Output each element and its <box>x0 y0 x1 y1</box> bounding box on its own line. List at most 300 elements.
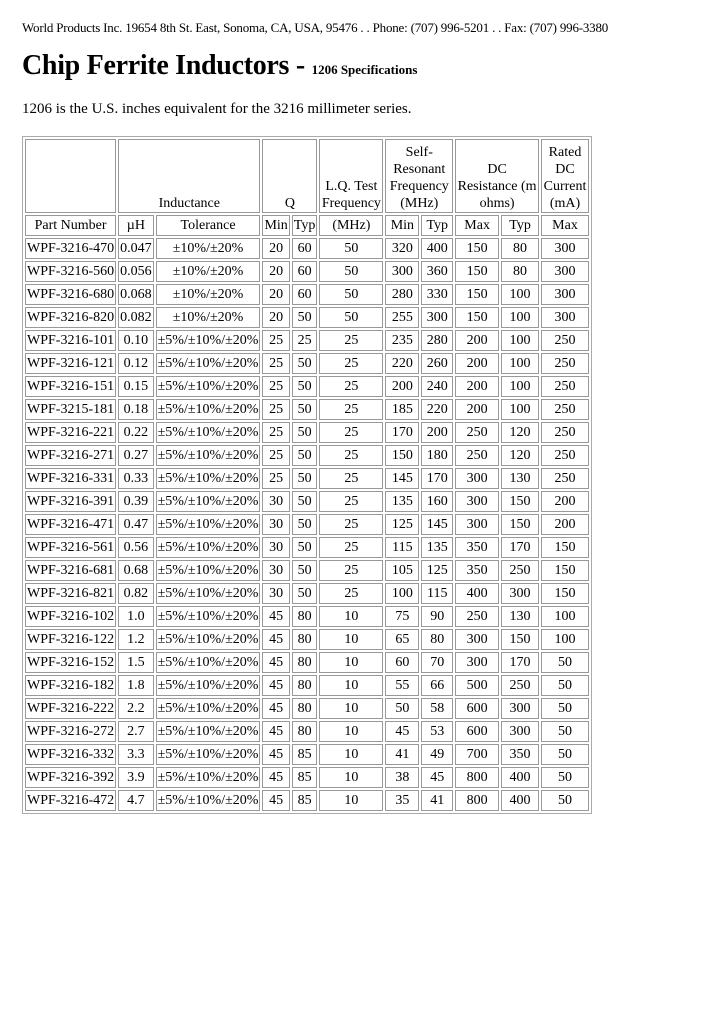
cell-srf-min: 200 <box>385 376 419 397</box>
cell-srf-typ: 70 <box>421 652 453 673</box>
cell-lq-test-frequency: 50 <box>319 261 383 282</box>
cell-dcr-max: 300 <box>455 652 499 673</box>
cell-dcr-max: 200 <box>455 330 499 351</box>
cell-dcr-typ: 80 <box>501 238 539 259</box>
cell-inductance-uh: 0.27 <box>118 445 154 466</box>
cell-dcr-typ: 250 <box>501 675 539 696</box>
cell-q-typ: 50 <box>292 514 318 535</box>
cell-srf-min: 35 <box>385 790 419 811</box>
cell-q-min: 45 <box>262 606 289 627</box>
cell-q-typ: 50 <box>292 422 318 443</box>
cell-q-min: 25 <box>262 376 289 397</box>
cell-srf-min: 300 <box>385 261 419 282</box>
cell-tolerance: ±5%/±10%/±20% <box>156 491 261 512</box>
cell-tolerance: ±5%/±10%/±20% <box>156 445 261 466</box>
cell-srf-typ: 240 <box>421 376 453 397</box>
cell-dcr-max: 150 <box>455 307 499 328</box>
cell-tolerance: ±5%/±10%/±20% <box>156 675 261 696</box>
cell-q-min: 30 <box>262 514 289 535</box>
cell-dcr-max: 600 <box>455 698 499 719</box>
cell-part-number: WPF-3216-680 <box>25 284 116 305</box>
cell-part-number: WPF-3216-221 <box>25 422 116 443</box>
table-row <box>25 790 589 811</box>
cell-part-number: WPF-3216-331 <box>25 468 116 489</box>
cell-lq-test-frequency: 25 <box>319 560 383 581</box>
table-row <box>25 238 589 259</box>
cell-q-min: 45 <box>262 767 289 788</box>
header-current-max: Max <box>541 215 589 236</box>
cell-dcr-max: 400 <box>455 583 499 604</box>
cell-dcr-max: 600 <box>455 721 499 742</box>
header-srf-typ: Typ <box>421 215 453 236</box>
cell-lq-test-frequency: 25 <box>319 491 383 512</box>
cell-q-typ: 80 <box>292 652 318 673</box>
cell-rated-current-max: 300 <box>541 284 589 305</box>
cell-srf-typ: 160 <box>421 491 453 512</box>
cell-inductance-uh: 1.5 <box>118 652 154 673</box>
spec-table <box>22 136 592 814</box>
cell-srf-typ: 49 <box>421 744 453 765</box>
table-row <box>25 330 589 351</box>
cell-inductance-uh: 2.7 <box>118 721 154 742</box>
cell-dcr-typ: 80 <box>501 261 539 282</box>
header-q: Q <box>262 139 317 213</box>
cell-q-min: 25 <box>262 399 289 420</box>
cell-q-min: 45 <box>262 675 289 696</box>
cell-part-number: WPF-3216-102 <box>25 606 116 627</box>
cell-inductance-uh: 0.56 <box>118 537 154 558</box>
cell-q-typ: 85 <box>292 767 318 788</box>
cell-dcr-max: 300 <box>455 629 499 650</box>
cell-inductance-uh: 0.047 <box>118 238 154 259</box>
cell-srf-min: 60 <box>385 652 419 673</box>
cell-part-number: WPF-3216-560 <box>25 261 116 282</box>
cell-dcr-typ: 150 <box>501 629 539 650</box>
cell-q-typ: 60 <box>292 238 318 259</box>
cell-q-min: 25 <box>262 422 289 443</box>
cell-rated-current-max: 50 <box>541 652 589 673</box>
cell-srf-min: 55 <box>385 675 419 696</box>
cell-part-number: WPF-3216-101 <box>25 330 116 351</box>
cell-tolerance: ±5%/±10%/±20% <box>156 606 261 627</box>
cell-part-number: WPF-3215-181 <box>25 399 116 420</box>
cell-tolerance: ±5%/±10%/±20% <box>156 376 261 397</box>
cell-lq-test-frequency: 25 <box>319 399 383 420</box>
table-body <box>25 238 589 811</box>
cell-rated-current-max: 50 <box>541 675 589 696</box>
cell-lq-test-frequency: 25 <box>319 468 383 489</box>
cell-tolerance: ±5%/±10%/±20% <box>156 698 261 719</box>
cell-tolerance: ±10%/±20% <box>156 284 261 305</box>
cell-part-number: WPF-3216-272 <box>25 721 116 742</box>
cell-dcr-max: 250 <box>455 422 499 443</box>
cell-rated-current-max: 50 <box>541 767 589 788</box>
cell-part-number: WPF-3216-151 <box>25 376 116 397</box>
cell-part-number: WPF-3216-222 <box>25 698 116 719</box>
cell-dcr-max: 500 <box>455 675 499 696</box>
cell-dcr-max: 300 <box>455 491 499 512</box>
cell-dcr-typ: 100 <box>501 399 539 420</box>
cell-srf-typ: 90 <box>421 606 453 627</box>
table-row <box>25 537 589 558</box>
header-lq-test-frequency: L.Q. Test Frequency <box>319 139 383 213</box>
header-rated-dc-current: Rated DC Current (mA) <box>541 139 589 213</box>
cell-lq-test-frequency: 10 <box>319 744 383 765</box>
cell-dcr-max: 200 <box>455 353 499 374</box>
cell-tolerance: ±5%/±10%/±20% <box>156 721 261 742</box>
cell-q-typ: 50 <box>292 353 318 374</box>
cell-lq-test-frequency: 50 <box>319 307 383 328</box>
cell-inductance-uh: 0.18 <box>118 399 154 420</box>
cell-dcr-max: 300 <box>455 468 499 489</box>
cell-q-min: 45 <box>262 629 289 650</box>
cell-rated-current-max: 50 <box>541 790 589 811</box>
cell-lq-test-frequency: 10 <box>319 790 383 811</box>
cell-lq-test-frequency: 25 <box>319 537 383 558</box>
cell-inductance-uh: 0.47 <box>118 514 154 535</box>
header-q-min: Min <box>262 215 289 236</box>
cell-tolerance: ±5%/±10%/±20% <box>156 353 261 374</box>
cell-dcr-typ: 130 <box>501 468 539 489</box>
cell-srf-min: 235 <box>385 330 419 351</box>
cell-srf-min: 125 <box>385 514 419 535</box>
cell-dcr-max: 350 <box>455 560 499 581</box>
table-row <box>25 491 589 512</box>
table-row <box>25 698 589 719</box>
table-group-header-row <box>25 139 589 213</box>
cell-tolerance: ±5%/±10%/±20% <box>156 422 261 443</box>
cell-srf-min: 220 <box>385 353 419 374</box>
table-row <box>25 284 589 305</box>
cell-inductance-uh: 0.10 <box>118 330 154 351</box>
cell-dcr-typ: 120 <box>501 445 539 466</box>
cell-q-typ: 60 <box>292 261 318 282</box>
cell-srf-typ: 180 <box>421 445 453 466</box>
cell-part-number: WPF-3216-152 <box>25 652 116 673</box>
cell-q-min: 30 <box>262 491 289 512</box>
cell-lq-test-frequency: 50 <box>319 284 383 305</box>
table-row <box>25 675 589 696</box>
cell-part-number: WPF-3216-471 <box>25 514 116 535</box>
cell-dcr-typ: 400 <box>501 767 539 788</box>
cell-srf-typ: 280 <box>421 330 453 351</box>
cell-srf-typ: 41 <box>421 790 453 811</box>
header-uh: µH <box>118 215 154 236</box>
cell-dcr-typ: 300 <box>501 698 539 719</box>
cell-lq-test-frequency: 10 <box>319 675 383 696</box>
cell-lq-test-frequency: 10 <box>319 698 383 719</box>
cell-dcr-max: 250 <box>455 445 499 466</box>
cell-tolerance: ±10%/±20% <box>156 261 261 282</box>
header-part-number: Part Number <box>25 215 116 236</box>
cell-rated-current-max: 50 <box>541 744 589 765</box>
header-dcr-typ: Typ <box>501 215 539 236</box>
cell-dcr-typ: 130 <box>501 606 539 627</box>
cell-dcr-typ: 100 <box>501 353 539 374</box>
cell-srf-min: 65 <box>385 629 419 650</box>
cell-rated-current-max: 200 <box>541 491 589 512</box>
table-row <box>25 560 589 581</box>
cell-dcr-max: 200 <box>455 399 499 420</box>
cell-tolerance: ±5%/±10%/±20% <box>156 652 261 673</box>
cell-srf-typ: 300 <box>421 307 453 328</box>
cell-part-number: WPF-3216-470 <box>25 238 116 259</box>
cell-lq-test-frequency: 25 <box>319 422 383 443</box>
cell-dcr-typ: 300 <box>501 721 539 742</box>
cell-rated-current-max: 250 <box>541 376 589 397</box>
cell-inductance-uh: 0.056 <box>118 261 154 282</box>
cell-srf-min: 115 <box>385 537 419 558</box>
cell-srf-min: 170 <box>385 422 419 443</box>
cell-q-min: 30 <box>262 583 289 604</box>
table-row <box>25 652 589 673</box>
cell-part-number: WPF-3216-121 <box>25 353 116 374</box>
header-self-resonant-frequency: Self-Resonant Frequency (MHz) <box>385 139 453 213</box>
cell-inductance-uh: 1.8 <box>118 675 154 696</box>
table-row <box>25 376 589 397</box>
cell-q-typ: 80 <box>292 698 318 719</box>
cell-inductance-uh: 0.12 <box>118 353 154 374</box>
table-row <box>25 583 589 604</box>
cell-rated-current-max: 150 <box>541 583 589 604</box>
cell-q-typ: 50 <box>292 583 318 604</box>
cell-lq-test-frequency: 25 <box>319 445 383 466</box>
cell-rated-current-max: 150 <box>541 537 589 558</box>
cell-srf-min: 280 <box>385 284 419 305</box>
cell-rated-current-max: 250 <box>541 445 589 466</box>
cell-rated-current-max: 100 <box>541 629 589 650</box>
cell-dcr-max: 800 <box>455 790 499 811</box>
cell-q-min: 20 <box>262 284 289 305</box>
cell-rated-current-max: 300 <box>541 307 589 328</box>
cell-srf-typ: 53 <box>421 721 453 742</box>
cell-part-number: WPF-3216-472 <box>25 790 116 811</box>
cell-q-typ: 85 <box>292 790 318 811</box>
cell-srf-min: 135 <box>385 491 419 512</box>
cell-lq-test-frequency: 50 <box>319 238 383 259</box>
cell-tolerance: ±10%/±20% <box>156 238 261 259</box>
cell-rated-current-max: 250 <box>541 353 589 374</box>
cell-rated-current-max: 250 <box>541 330 589 351</box>
cell-tolerance: ±5%/±10%/±20% <box>156 537 261 558</box>
cell-srf-typ: 400 <box>421 238 453 259</box>
cell-part-number: WPF-3216-332 <box>25 744 116 765</box>
cell-q-typ: 80 <box>292 675 318 696</box>
cell-dcr-typ: 100 <box>501 376 539 397</box>
cell-rated-current-max: 200 <box>541 514 589 535</box>
page-title <box>22 50 417 82</box>
cell-q-typ: 50 <box>292 491 318 512</box>
header-srf-min: Min <box>385 215 419 236</box>
cell-part-number: WPF-3216-392 <box>25 767 116 788</box>
cell-lq-test-frequency: 25 <box>319 353 383 374</box>
cell-dcr-max: 300 <box>455 514 499 535</box>
table-row <box>25 744 589 765</box>
cell-q-typ: 50 <box>292 307 318 328</box>
header-blank-part <box>25 139 116 213</box>
cell-srf-min: 45 <box>385 721 419 742</box>
cell-lq-test-frequency: 25 <box>319 330 383 351</box>
cell-dcr-typ: 170 <box>501 652 539 673</box>
cell-q-typ: 50 <box>292 376 318 397</box>
cell-q-min: 30 <box>262 537 289 558</box>
cell-inductance-uh: 0.068 <box>118 284 154 305</box>
cell-srf-min: 41 <box>385 744 419 765</box>
cell-q-min: 25 <box>262 445 289 466</box>
cell-srf-min: 105 <box>385 560 419 581</box>
cell-inductance-uh: 4.7 <box>118 790 154 811</box>
cell-q-typ: 85 <box>292 744 318 765</box>
cell-inductance-uh: 3.3 <box>118 744 154 765</box>
cell-tolerance: ±5%/±10%/±20% <box>156 629 261 650</box>
cell-lq-test-frequency: 10 <box>319 721 383 742</box>
cell-q-typ: 50 <box>292 445 318 466</box>
cell-srf-typ: 170 <box>421 468 453 489</box>
cell-inductance-uh: 0.82 <box>118 583 154 604</box>
cell-q-typ: 50 <box>292 560 318 581</box>
table-row <box>25 422 589 443</box>
cell-part-number: WPF-3216-122 <box>25 629 116 650</box>
cell-rated-current-max: 300 <box>541 238 589 259</box>
cell-rated-current-max: 50 <box>541 721 589 742</box>
header-tolerance: Tolerance <box>156 215 261 236</box>
cell-srf-typ: 330 <box>421 284 453 305</box>
cell-srf-typ: 135 <box>421 537 453 558</box>
intro-text: 1206 is the U.S. inches equivalent for the 3216 millimeter series. <box>22 101 412 117</box>
cell-part-number: WPF-3216-681 <box>25 560 116 581</box>
cell-q-min: 45 <box>262 698 289 719</box>
table-row <box>25 468 589 489</box>
cell-q-min: 25 <box>262 468 289 489</box>
table-row <box>25 307 589 328</box>
cell-q-min: 25 <box>262 353 289 374</box>
cell-inductance-uh: 0.082 <box>118 307 154 328</box>
cell-lq-test-frequency: 25 <box>319 514 383 535</box>
cell-dcr-typ: 120 <box>501 422 539 443</box>
cell-q-typ: 60 <box>292 284 318 305</box>
cell-rated-current-max: 250 <box>541 422 589 443</box>
cell-q-min: 45 <box>262 790 289 811</box>
cell-dcr-typ: 250 <box>501 560 539 581</box>
cell-dcr-max: 150 <box>455 261 499 282</box>
cell-rated-current-max: 250 <box>541 468 589 489</box>
cell-tolerance: ±5%/±10%/±20% <box>156 468 261 489</box>
cell-lq-test-frequency: 10 <box>319 629 383 650</box>
page-title-main: Chip Ferrite Inductors - <box>22 50 312 81</box>
cell-inductance-uh: 0.22 <box>118 422 154 443</box>
cell-q-typ: 80 <box>292 629 318 650</box>
cell-part-number: WPF-3216-820 <box>25 307 116 328</box>
cell-srf-typ: 125 <box>421 560 453 581</box>
cell-q-min: 45 <box>262 721 289 742</box>
cell-srf-min: 320 <box>385 238 419 259</box>
cell-srf-min: 150 <box>385 445 419 466</box>
table-row <box>25 629 589 650</box>
cell-dcr-typ: 350 <box>501 744 539 765</box>
cell-q-min: 30 <box>262 560 289 581</box>
header-dcr-max: Max <box>455 215 499 236</box>
cell-dcr-max: 150 <box>455 238 499 259</box>
cell-srf-typ: 220 <box>421 399 453 420</box>
cell-srf-min: 255 <box>385 307 419 328</box>
cell-part-number: WPF-3216-271 <box>25 445 116 466</box>
cell-q-min: 20 <box>262 261 289 282</box>
cell-srf-typ: 66 <box>421 675 453 696</box>
cell-q-typ: 80 <box>292 606 318 627</box>
cell-q-typ: 80 <box>292 721 318 742</box>
table-row <box>25 353 589 374</box>
company-contact-line: World Products Inc. 19654 8th St. East, Sonoma, CA, USA, 95476 . . Phone: (707) 996-5201 . . Fax: (707) 996-3380 <box>22 20 609 35</box>
cell-q-min: 45 <box>262 744 289 765</box>
cell-tolerance: ±5%/±10%/±20% <box>156 790 261 811</box>
cell-q-typ: 25 <box>292 330 318 351</box>
header-dc-resistance: DC Resistance (m ohms) <box>455 139 539 213</box>
cell-part-number: WPF-3216-821 <box>25 583 116 604</box>
cell-q-min: 45 <box>262 652 289 673</box>
cell-inductance-uh: 0.68 <box>118 560 154 581</box>
cell-srf-typ: 58 <box>421 698 453 719</box>
table-row <box>25 767 589 788</box>
cell-tolerance: ±5%/±10%/±20% <box>156 767 261 788</box>
cell-dcr-typ: 100 <box>501 284 539 305</box>
header-inductance: Inductance <box>118 139 260 213</box>
cell-tolerance: ±5%/±10%/±20% <box>156 399 261 420</box>
cell-dcr-typ: 300 <box>501 583 539 604</box>
cell-tolerance: ±10%/±20% <box>156 307 261 328</box>
cell-tolerance: ±5%/±10%/±20% <box>156 560 261 581</box>
cell-dcr-typ: 170 <box>501 537 539 558</box>
cell-part-number: WPF-3216-391 <box>25 491 116 512</box>
cell-inductance-uh: 0.33 <box>118 468 154 489</box>
cell-dcr-typ: 100 <box>501 330 539 351</box>
cell-srf-min: 75 <box>385 606 419 627</box>
cell-q-typ: 50 <box>292 537 318 558</box>
cell-inductance-uh: 3.9 <box>118 767 154 788</box>
cell-srf-typ: 260 <box>421 353 453 374</box>
header-q-typ: Typ <box>292 215 318 236</box>
cell-srf-typ: 45 <box>421 767 453 788</box>
cell-srf-min: 50 <box>385 698 419 719</box>
cell-q-typ: 50 <box>292 468 318 489</box>
cell-srf-min: 145 <box>385 468 419 489</box>
cell-dcr-max: 350 <box>455 537 499 558</box>
cell-dcr-max: 800 <box>455 767 499 788</box>
cell-dcr-typ: 400 <box>501 790 539 811</box>
table-row <box>25 606 589 627</box>
cell-inductance-uh: 0.15 <box>118 376 154 397</box>
header-lq-unit: (MHz) <box>319 215 383 236</box>
cell-tolerance: ±5%/±10%/±20% <box>156 744 261 765</box>
cell-srf-typ: 200 <box>421 422 453 443</box>
cell-srf-typ: 360 <box>421 261 453 282</box>
cell-srf-typ: 145 <box>421 514 453 535</box>
cell-inductance-uh: 2.2 <box>118 698 154 719</box>
page-title-sub: 1206 Specifications <box>311 62 418 77</box>
cell-rated-current-max: 250 <box>541 399 589 420</box>
cell-rated-current-max: 150 <box>541 560 589 581</box>
cell-tolerance: ±5%/±10%/±20% <box>156 583 261 604</box>
cell-part-number: WPF-3216-561 <box>25 537 116 558</box>
cell-dcr-typ: 100 <box>501 307 539 328</box>
table-row <box>25 399 589 420</box>
cell-dcr-max: 700 <box>455 744 499 765</box>
cell-srf-min: 38 <box>385 767 419 788</box>
cell-srf-typ: 115 <box>421 583 453 604</box>
cell-dcr-max: 250 <box>455 606 499 627</box>
table-row <box>25 514 589 535</box>
cell-q-min: 20 <box>262 307 289 328</box>
cell-srf-min: 185 <box>385 399 419 420</box>
